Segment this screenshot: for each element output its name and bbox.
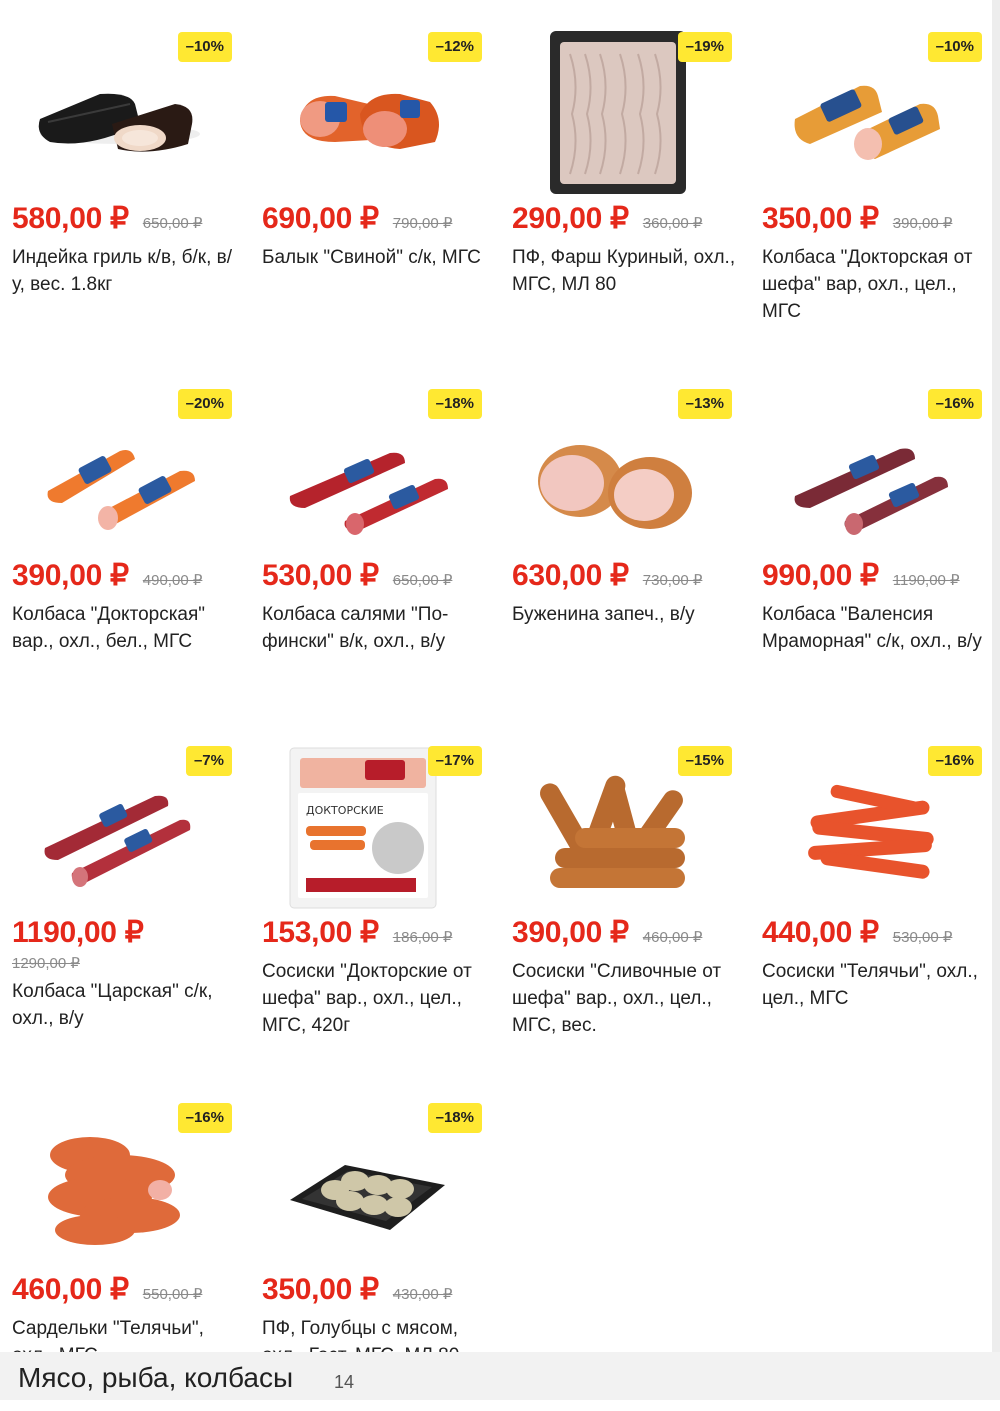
old-price: 650,00 ₽ xyxy=(142,215,203,232)
discount-badge: –16% xyxy=(928,746,982,776)
category-title[interactable]: Мясо, рыба, колбасы xyxy=(18,1362,294,1393)
old-price: 550,00 ₽ xyxy=(142,1286,203,1303)
price: 350,00 ₽ xyxy=(762,202,879,235)
package-label: ДОКТОРСКИЕ xyxy=(306,804,384,817)
discount-badge: –19% xyxy=(678,32,732,62)
price: 990,00 ₽ xyxy=(762,559,879,592)
price: 153,00 ₽ xyxy=(262,916,379,949)
price: 630,00 ₽ xyxy=(512,559,629,592)
discount-badge: –17% xyxy=(428,746,482,776)
price: 390,00 ₽ xyxy=(12,559,129,592)
product-card[interactable] xyxy=(250,714,490,1054)
category-count: 14 xyxy=(334,1372,355,1392)
price: 690,00 ₽ xyxy=(262,202,379,235)
product-name[interactable]: Сардельки "Телячьи", xyxy=(12,1318,204,1339)
product-name[interactable]: Балык "Свиной" с/к, МГС xyxy=(262,247,481,268)
discount-badge: –12% xyxy=(428,32,482,62)
product-card[interactable] xyxy=(750,0,990,340)
product-name[interactable]: ПФ, Фарш Куриный, охл., МГС, МЛ 80 xyxy=(512,247,736,295)
old-price: 790,00 ₽ xyxy=(392,215,453,232)
product-card[interactable] xyxy=(750,357,990,697)
product-name[interactable]: Колбаса "Докторская" вар., охл., бел., МГС xyxy=(12,604,206,652)
price: 350,00 ₽ xyxy=(262,1273,379,1306)
product-card[interactable] xyxy=(500,714,740,1054)
discount-badge: –15% xyxy=(678,746,732,776)
old-price: 1290,00 ₽ xyxy=(12,955,80,972)
old-price: 460,00 ₽ xyxy=(642,929,703,946)
scrollbar[interactable] xyxy=(992,0,1000,1352)
price: 390,00 ₽ xyxy=(512,916,629,949)
old-price: 186,00 ₽ xyxy=(392,929,453,946)
old-price: 530,00 ₽ xyxy=(892,929,953,946)
discount-badge: –20% xyxy=(178,389,232,419)
discount-badge: –10% xyxy=(928,32,982,62)
old-price: 650,00 ₽ xyxy=(392,572,453,589)
old-price: 490,00 ₽ xyxy=(142,572,203,589)
discount-badge: –18% xyxy=(428,389,482,419)
discount-badge: –10% xyxy=(178,32,232,62)
price: 290,00 ₽ xyxy=(512,202,629,235)
discount-badge: –13% xyxy=(678,389,732,419)
product-name[interactable]: Сосиски "Докторские от шефа" вар., охл., цел., МГС, 420г xyxy=(262,961,472,1036)
discount-badge: –16% xyxy=(178,1103,232,1133)
product-name[interactable]: Колбаса "Валенсия Мраморная" с/к, охл., в/у xyxy=(762,604,982,652)
category-footer xyxy=(0,1352,1000,1400)
product-name[interactable]: ПФ, Голубцы с мясом, xyxy=(262,1318,459,1339)
product-card[interactable] xyxy=(0,714,240,1054)
product-card[interactable] xyxy=(500,0,740,340)
discount-badge: –16% xyxy=(928,389,982,419)
old-price: 360,00 ₽ xyxy=(642,215,703,232)
product-name[interactable]: Колбаса "Докторская от шефа" вар, охл., цел., МГС xyxy=(762,247,973,322)
product-name[interactable]: Колбаса салями "По-фински" в/к, охл., в/у xyxy=(262,604,449,652)
price: 440,00 ₽ xyxy=(762,916,879,949)
product-card[interactable] xyxy=(0,0,240,340)
product-name[interactable]: Сосиски "Сливочные от шефа" вар., охл., цел., МГС, вес. xyxy=(512,961,722,1036)
old-price: 430,00 ₽ xyxy=(392,1286,453,1303)
product-card[interactable] xyxy=(250,357,490,697)
old-price: 730,00 ₽ xyxy=(642,572,703,589)
price: 460,00 ₽ xyxy=(12,1273,129,1306)
product-name[interactable]: Колбаса "Царская" с/к, охл., в/у xyxy=(12,981,213,1029)
product-name[interactable]: Сосиски "Телячьи", охл., цел., МГС xyxy=(762,961,978,1009)
product-card[interactable] xyxy=(250,0,490,340)
price: 530,00 ₽ xyxy=(262,559,379,592)
old-price: 1190,00 ₽ xyxy=(892,572,960,589)
old-price: 390,00 ₽ xyxy=(892,215,953,232)
discount-badge: –7% xyxy=(186,746,232,776)
price: 580,00 ₽ xyxy=(12,202,129,235)
product-card[interactable] xyxy=(500,357,740,697)
price: 1190,00 ₽ xyxy=(12,916,144,949)
product-card[interactable] xyxy=(0,357,240,697)
product-name[interactable]: Буженина запеч., в/у xyxy=(512,604,695,625)
product-name[interactable]: Индейка гриль к/в, б/к, в/у, вес. 1.8кг xyxy=(12,247,233,295)
product-card[interactable] xyxy=(750,714,990,1054)
discount-badge: –18% xyxy=(428,1103,482,1133)
